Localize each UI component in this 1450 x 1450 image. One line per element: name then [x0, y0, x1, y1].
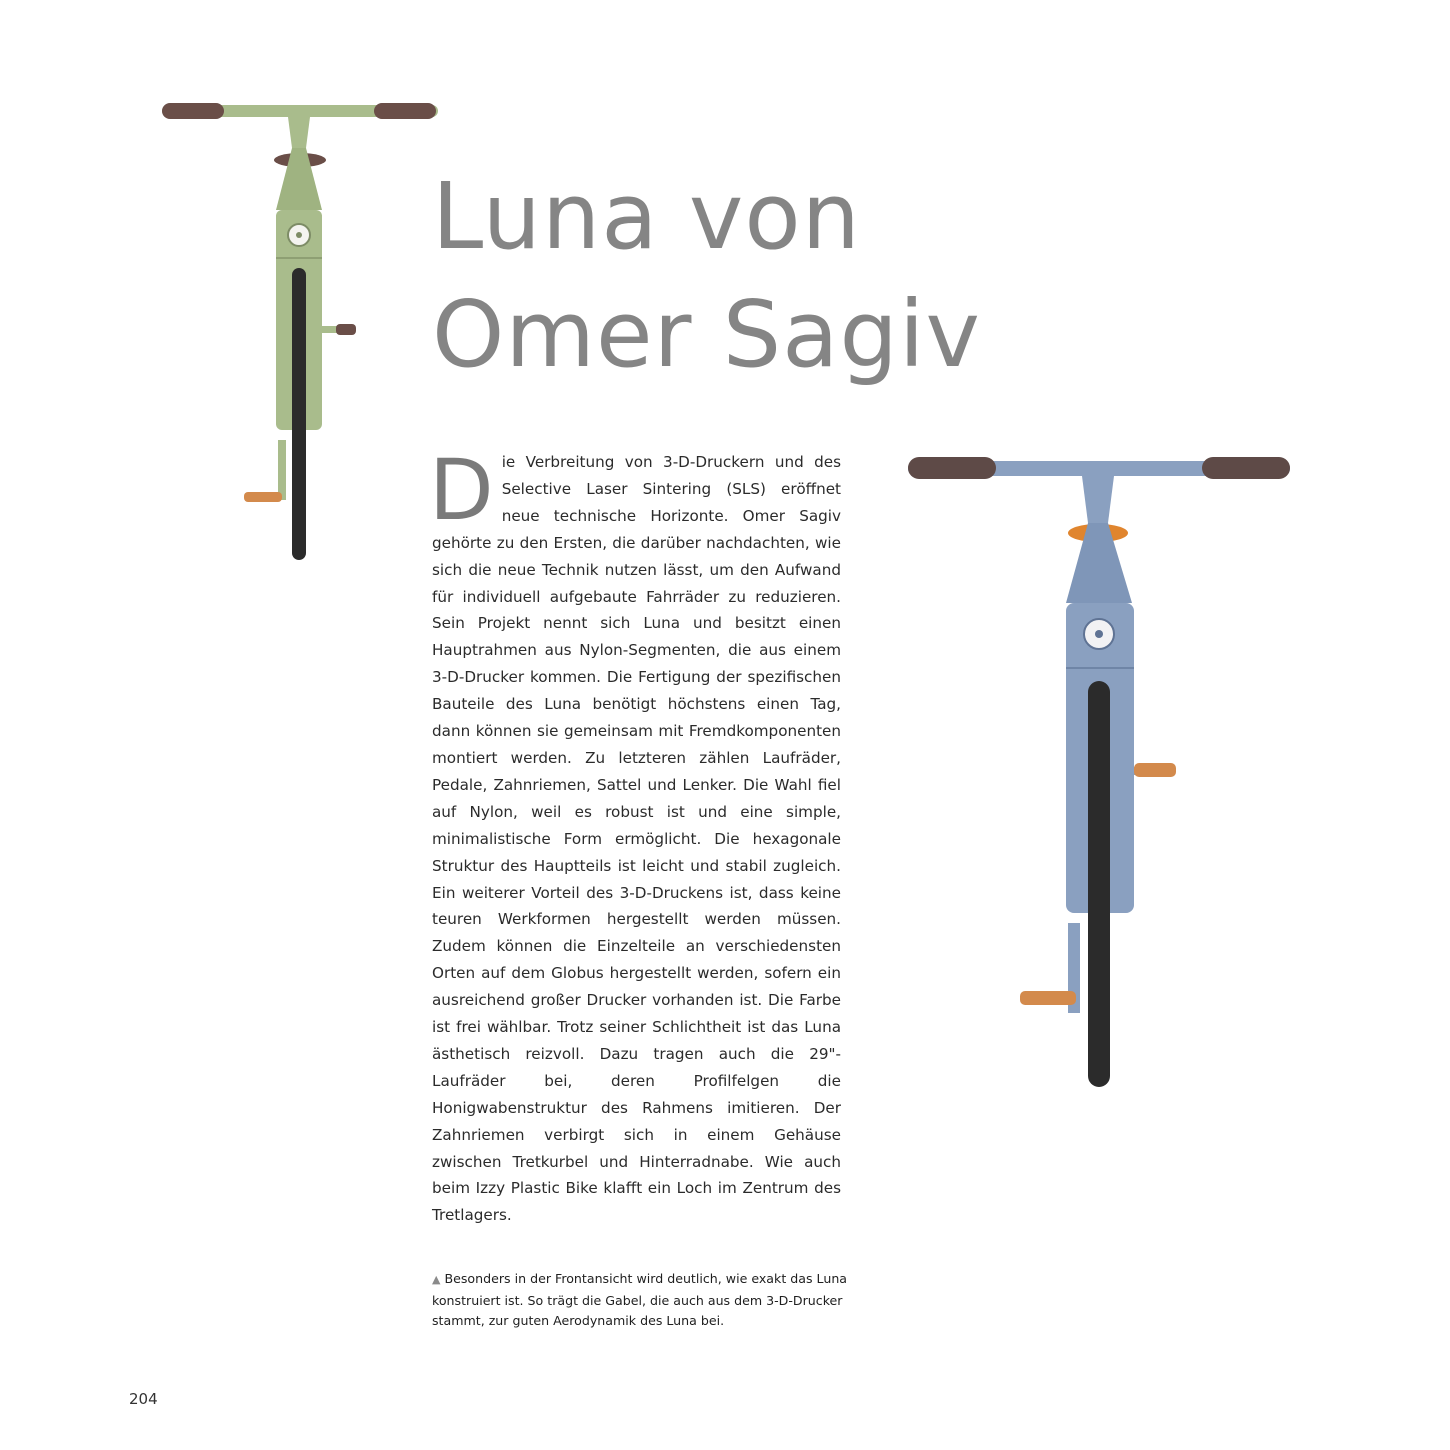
green-bike-image	[160, 100, 440, 562]
article-title	[432, 158, 981, 394]
title-line-2: Omer Sagiv	[432, 281, 981, 388]
title-line-1: Luna von	[432, 163, 861, 270]
blue-bike-image	[906, 453, 1292, 1090]
image-caption	[432, 1269, 852, 1332]
caption-text: Besonders in der Frontansicht wird deutlich, wie exakt das Luna konstruiert ist. So trägt die Gabel, die auch aus dem 3-D-Drucker stammt, zur guten Aerodynamik des Luna bei.	[432, 1271, 848, 1328]
drop-cap: D	[429, 441, 494, 539]
triangle-marker-icon: ▲	[432, 1273, 441, 1286]
body-text: ie Verbreitung von 3-D-Druckern und des Selective Laser Sintering (SLS) eröffnet neue technische Horizonte. Omer Sagiv gehörte zu den Ersten, die darüber nachdachten, wie sich die neue Technik nutzen lässt, um den Aufwand für individuell aufgebaute Fahrräder zu reduzieren. Sein Projekt nennt sich Luna und besitzt einen Hauptrahmen aus Nylon-Segmenten, die aus einem 3-D-Drucker kommen. Die Fertigung der spezifischen Bauteile des Luna benötigt höchstens einen Tag, dann können sie gemeinsam mit Fremdkomponenten montiert werden. Zu letzteren zählen Laufräder, Pedale, Zahnriemen, Sattel und Lenker. Die Wahl fiel auf Nylon, weil es robust ist und eine simple, minimalistische Form ermöglicht. Die hexagonale Struktur des Hauptteils ist leicht und stabil zugleich. Ein weiterer Vorteil des 3-D-Druckens ist, dass keine teuren Werkformen hergestellt werden müssen. Zudem können die Einzelteile an verschiedensten Orten auf dem Globus hergestellt werden, sofern ein ausreichend großer Drucker vorhanden ist. Die Farbe ist frei wählbar. Trotz seiner Schlichtheit ist das Luna ästhetisch reizvoll. Dazu tragen auch die 29"-Laufräder bei, deren Profilfelgen die Honigwabenstruktur des Rahmens imitieren. Der Zahnriemen verbirgt sich in einem Gehäuse zwischen Tretkurbel und Hinterradnabe. Wie auch beim Izzy Plastic Bike klafft ein Loch im Zentrum des Tretlagers.	[432, 453, 841, 1225]
page-number: 204	[129, 1390, 158, 1408]
article-body	[429, 441, 841, 1229]
